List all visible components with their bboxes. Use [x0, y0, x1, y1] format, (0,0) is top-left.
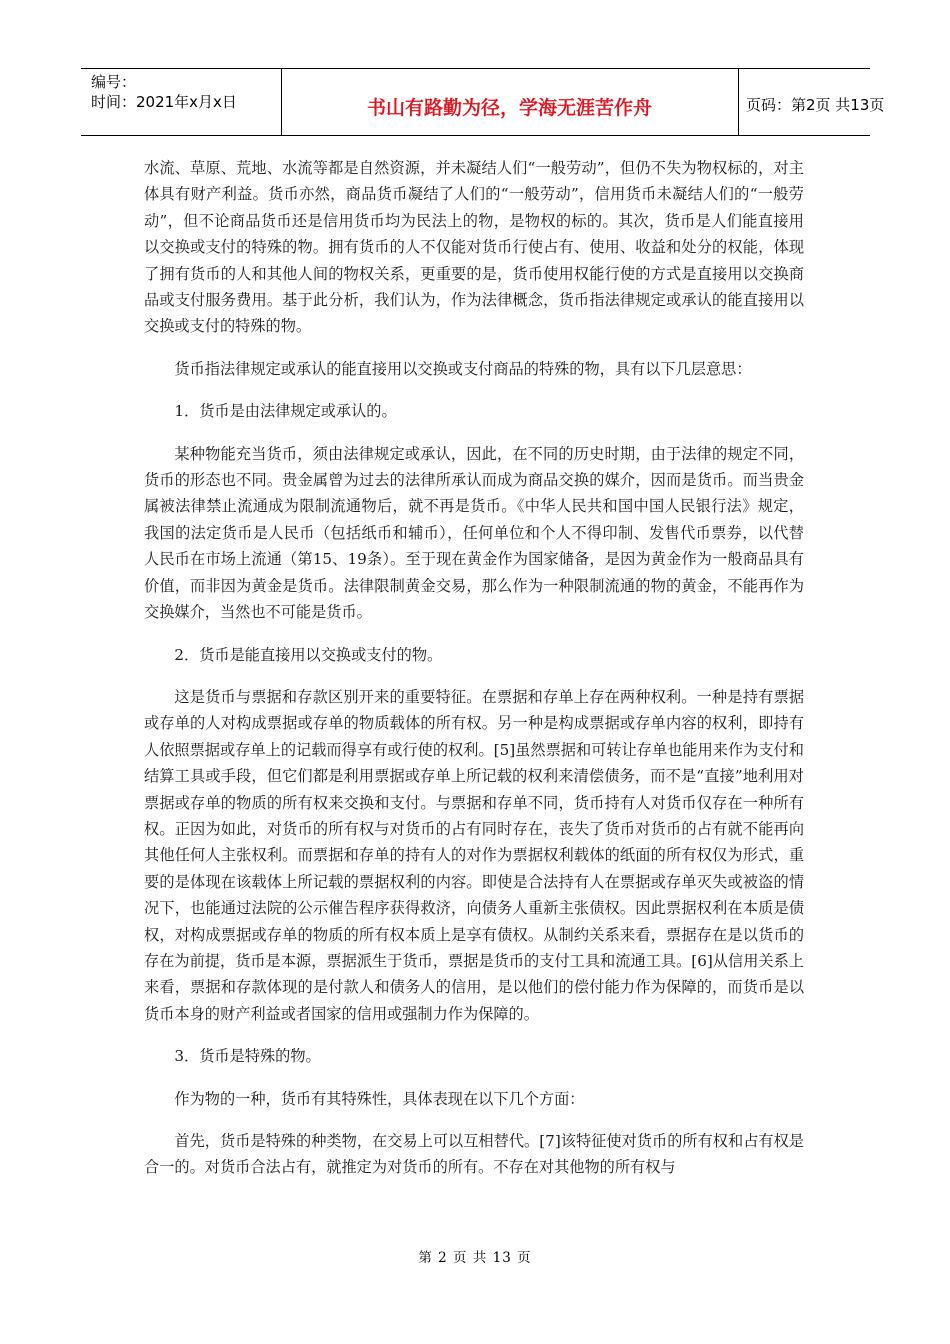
- header-motto-cell: [281, 69, 739, 135]
- document-time-label: 时间：2021年x月x日: [91, 93, 237, 111]
- section-heading: 2．货币是能直接用以交换或支付的物。: [174, 645, 443, 664]
- section-heading: 3．货币是特殊的物。: [174, 1047, 321, 1066]
- header-page-cell: [738, 69, 885, 135]
- document-body: [144, 155, 804, 1181]
- body-paragraph: 作为物的一种，货币有其特殊性，具体表现在以下几个方面：: [174, 1089, 585, 1108]
- body-paragraph: 这是货币与票据和存款区别开来的重要特征。在票据和存单上存在两种权利。一种是持有票据或存单的人对构成票据或存单的物质载体的所有权。另一种是构成票据或存单内容的权利，即持有人依照票据或存单上的记载而得享有或行使的权利。[5]虽然票据和可转让存单也能用来作为支付和结算工具或手段，但它们都是利用票据或存单上所记载的权利来清偿债务，而不是“直接”地利用对票据或存单的物质的所有权来交换和支付。与票据和存单不同，货币持有人对货币仅存在一种所有权。正因为如此，对货币的所有权与对货币的占有同时存在，丧失了货币对货币的占有就不能再向其他任何人主张权利。而票据和存单的持有人的对作为票据权利载体的纸面的所有权仅为形式，重要的是体现在该载体上所记载的票据权利的内容。即使是合法持有人在票据或存单灭失或被盗的情况下，也能通过法院的公示催告程序获得救济，向债务人重新主张债权。因此票据权利在本质是债权，对构成票据或存单的物质的所有权本质上是享有债权。从制约关系来看，票据存在是以货币的存在为前提，货币是本源，票据派生于货币，票据是货币的支付工具和流通工具。[6]从信用关系上来看，票据和存款体现的是付款人和债务人的信用，是以他们的偿付能力作为保障的，而货币是以货币本身的财产利益或者国家的信用或强制力作为保障的。: [144, 687, 804, 1023]
- body-paragraph: 某种物能充当货币，须由法律规定或承认，因此，在不同的历史时期，由于法律的规定不同，货币的形态也不同。贵金属曾为过去的法律所承认而成为商品交换的媒介，因而是货币。而当贵金属被法律禁止流通成为限制流通物后，就不再是货币。《中华人民共和国中国人民银行法》规定，我国的法定货币是人民币（包括纸币和辅币），任何单位和个人不得印制、发售代币票券，以代替人民币在市场上流通（第15、19条）。至于现在黄金作为国家储备，是因为黄金作为一般商品具有价值，而非因为黄金是货币。法律限制黄金交易，那么作为一种限制流通的物的黄金，不能再作为交换媒介，当然也不可能是货币。: [144, 444, 804, 622]
- body-paragraph: 货币指法律规定或承认的能直接用以交换或支付商品的特殊的物，具有以下几层意思：: [174, 359, 752, 378]
- body-paragraph: 首先，货币是特殊的种类物，在交易上可以互相替代。[7]该特征使对货币的所有权和占有权是合一的。对货币合法占有，就推定为对货币的所有。不存在对其他物的所有权与: [144, 1132, 804, 1177]
- page-footer: 第 2 页 共 13 页: [418, 1250, 532, 1266]
- header-info-cell: [81, 69, 282, 135]
- page-header: [81, 68, 885, 136]
- section-heading: 1．货币是由法律规定或承认的。: [174, 402, 397, 421]
- body-paragraph: 水流、草原、荒地、水流等都是自然资源，并未凝结人们“一般劳动”，但仍不失为物权标的，对主体具有财产利益。货币亦然，商品货币凝结了人们的“一般劳动”，信用货币未凝结人们的“一般劳动”，但不论商品货币还是信用货币均为民法上的物，是物权的标的。其次，货币是人们能直接用以交换或支付的特殊的物。拥有货币的人不仅能对货币行使占有、使用、收益和处分的权能，体现了拥有货币的人和其他人间的物权关系，更重要的是，货币使用权能行使的方式是直接用以交换商品或支付服务费用。基于此分析，我们认为，作为法律概念，货币指法律规定或承认的能直接用以交换或支付的特殊的物。: [144, 159, 804, 336]
- document-number-label: 编号：: [91, 73, 137, 91]
- header-motto: 书山有路勤为径，学海无涯苦作舟: [366, 97, 652, 119]
- header-page-code: 页码：第2页 共13页: [746, 96, 885, 114]
